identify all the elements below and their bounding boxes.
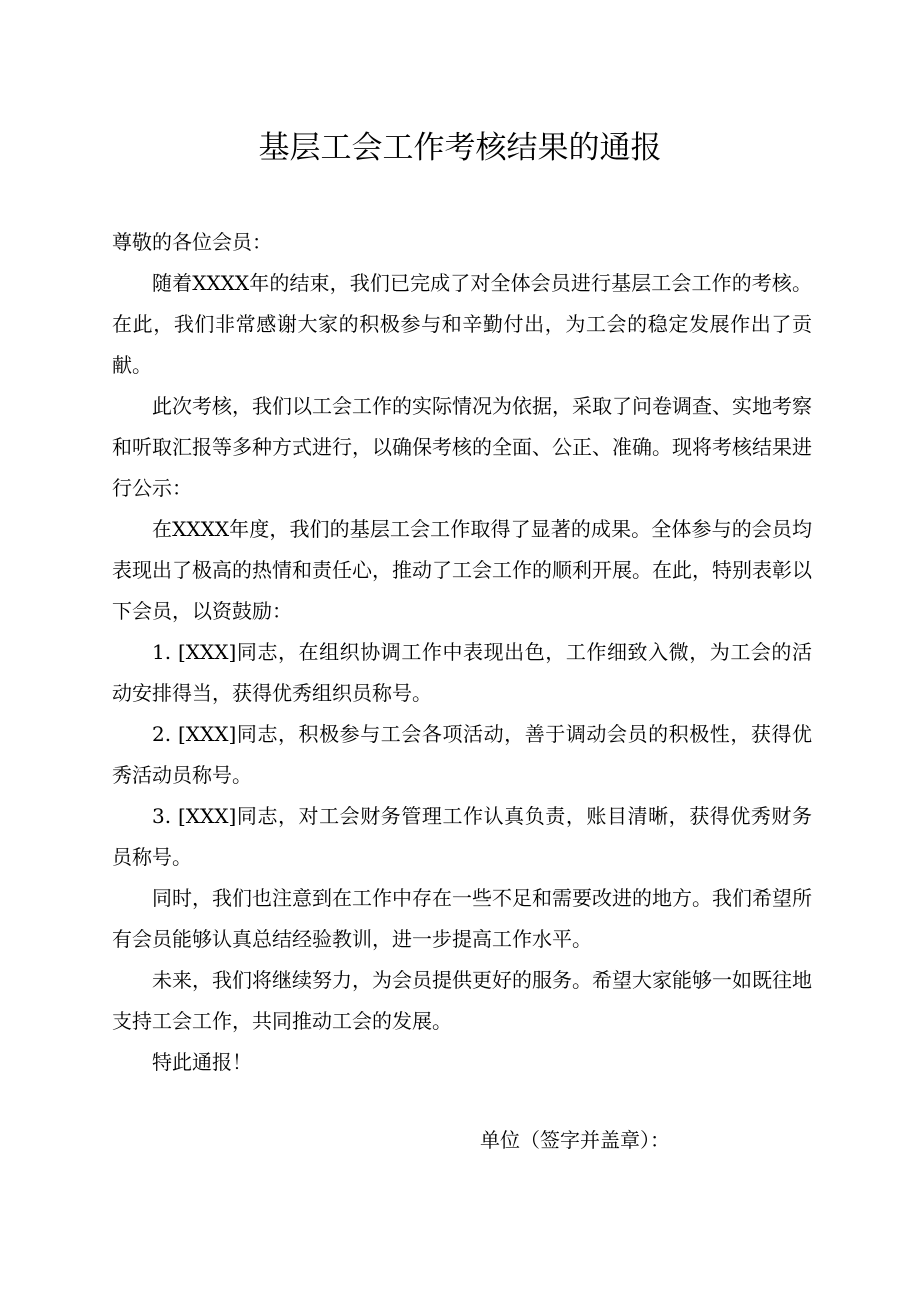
paragraph-intro: 随着XXXX年的结束，我们已完成了对全体会员进行基层工会工作的考核。在此，我们非常感谢大家的积极参与和辛勤付出，为工会的稳定发展作出了贡献。 [112,271,812,377]
document-body [112,222,812,1083]
salutation: 尊敬的各位会员： [112,230,272,254]
commendation-item-2: 2. [XXX]同志，积极参与工会各项活动，善于调动会员的积极性，获得优秀活动员称号。 [112,722,812,787]
closing-line: 特此通报！ [152,1050,252,1074]
paragraph-improvement: 同时，我们也注意到在工作中存在一些不足和需要改进的地方。我们希望所有会员能够认真总结经验教训，进一步提高工作水平。 [112,886,812,951]
commendation-item-1: 1. [XXX]同志，在组织协调工作中表现出色，工作细致入微，为工会的活动安排得当，获得优秀组织员称号。 [112,640,812,705]
document-title: 基层工会工作考核结果的通报 [258,130,662,166]
paragraph-results: 在XXXX年度，我们的基层工会工作取得了显著的成果。全体参与的会员均表现出了极高的热情和责任心，推动了工会工作的顺利开展。在此，特别表彰以下会员，以资鼓励： [112,517,812,623]
signature-line: 单位（签字并盖章）： [480,1128,670,1152]
paragraph-future: 未来，我们将继续努力，为会员提供更好的服务。希望大家能够一如既往地支持工会工作，共同推动工会的发展。 [112,968,812,1033]
paragraph-method: 此次考核，我们以工会工作的实际情况为依据，采取了问卷调查、实地考察和听取汇报等多种方式进行，以确保考核的全面、公正、准确。现将考核结果进行公示： [112,394,812,500]
commendation-item-3: 3. [XXX]同志，对工会财务管理工作认真负责，账目清晰，获得优秀财务员称号。 [112,804,812,869]
